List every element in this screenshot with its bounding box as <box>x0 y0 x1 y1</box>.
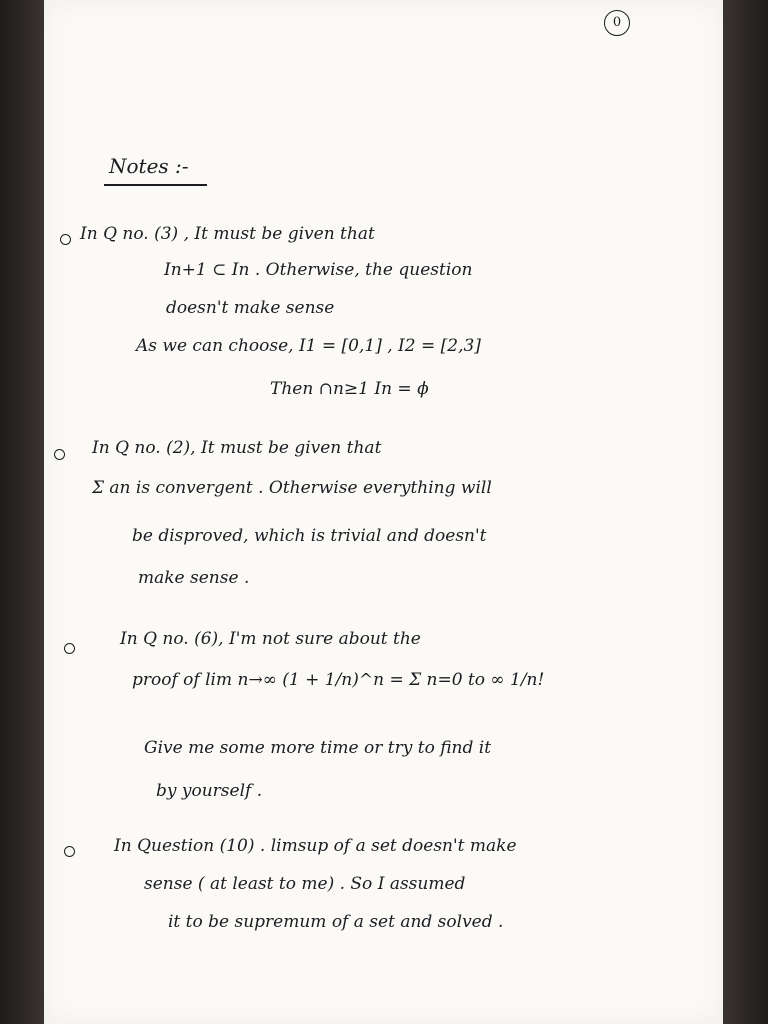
note-bullet <box>60 234 71 245</box>
note-3-line-2: proof of lim n→∞ (1 + 1/n)^n = Σ n=0 to ∞ 1/n! <box>132 670 545 690</box>
note-4-line-1: In Question (10) . limsup of a set doesn't make <box>114 836 517 856</box>
note-1-line-3: doesn't make sense <box>166 298 335 318</box>
note-bullet <box>64 846 75 857</box>
note-3-line-4: by yourself . <box>156 781 263 801</box>
note-bullet <box>54 449 65 460</box>
note-2-line-1: In Q no. (2), It must be given that <box>92 438 382 458</box>
note-3-line-1: In Q no. (6), I'm not sure about the <box>120 629 421 649</box>
note-2-line-3: be disproved, which is trivial and doesn't <box>132 526 487 546</box>
note-4-line-3: it to be supremum of a set and solved . <box>168 912 504 932</box>
notes-heading: Notes :- <box>109 154 189 178</box>
note-1-line-4: As we can choose, I1 = [0,1] , I2 = [2,3] <box>136 336 481 356</box>
note-bullet <box>64 643 75 654</box>
note-1-line-5: Then ∩n≥1 In = ϕ <box>270 379 429 399</box>
note-2-line-4: make sense . <box>138 568 250 588</box>
note-2-line-2: Σ an is convergent . Otherwise everything will <box>92 478 492 498</box>
note-4-line-2: sense ( at least to me) . So I assumed <box>144 874 466 894</box>
note-1-line-1: In Q no. (3) , It must be given that <box>80 224 375 244</box>
note-3-line-3: Give me some more time or try to find it <box>144 738 492 758</box>
page-edge-left <box>0 0 44 1024</box>
heading-underline <box>104 184 207 186</box>
note-1-line-2: In+1 ⊂ In . Otherwise, the question <box>164 260 473 280</box>
page-number: 0 <box>604 10 630 36</box>
handwritten-notes-page <box>44 0 723 1024</box>
page-edge-right <box>723 0 768 1024</box>
